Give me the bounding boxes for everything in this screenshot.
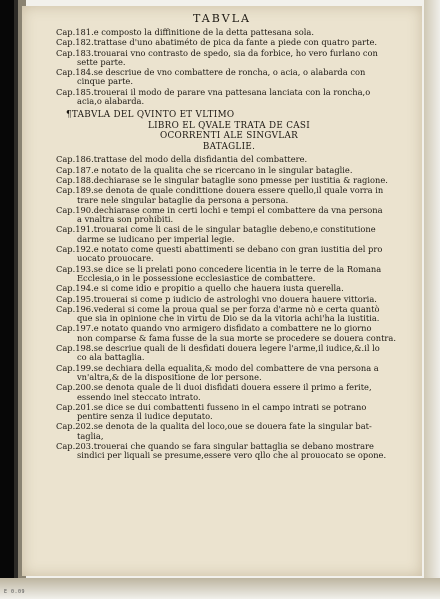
chapter-entry-continuation: uocato prouocare. — [77, 253, 154, 264]
chapter-entry — [56, 344, 402, 363]
chapter-entry — [56, 284, 402, 293]
chapter-entry-line: Cap.187.e notato de la qualita che se ricercano in le singular bataglie. — [56, 164, 353, 175]
chapter-entry-continuation: que sia in opinione che in virtu de Dio se da la vitoria achi'ha la iustitia. — [77, 313, 380, 324]
chapter-entry-line: Cap.196.vederai si come la proua qual se per forza d'arme nò e certa quantò — [56, 303, 380, 314]
chapter-entry-line: Cap.190.dechiarase come in certi lochi e tempi el combattere da vna persona — [56, 204, 383, 215]
chapter-entry-line: Cap.183.trouarai vno contrasto de spedo, sia da forbice, ho vero furlano con — [56, 47, 378, 58]
chapter-entry — [56, 166, 402, 175]
chapter-entry — [56, 295, 402, 304]
chapter-entry-line: Cap.188.dechiarase se le singular bataglie sono pmesse per iustitia & ragione. — [56, 174, 388, 185]
scan-sheet-label: E 0.09 — [4, 589, 26, 595]
chapter-entry-continuation: trare nele singular bataglie da persona a persona. — [77, 194, 289, 205]
chapter-entry-line: Cap.192.e notato come questi abattimenti se debano con gran iustitia del pro — [56, 244, 383, 255]
chapter-entry-continuation: taglia, — [77, 430, 104, 441]
chapter-entry-line: Cap.201.se dice se dui combattenti fusseno in el campo intrati se potrano — [56, 401, 367, 412]
chapter-entry — [56, 383, 402, 402]
chapter-entry-continuation: vn'altra,& de la dispositione de lor persone. — [77, 371, 262, 382]
running-head: TABVLA — [193, 12, 251, 25]
chapter-entry — [56, 206, 402, 225]
chapter-entry-line: Cap.181.e composto la diffinitione de la detta pattesana sola. — [56, 27, 314, 37]
page-bottom-margin — [0, 578, 440, 599]
chapter-entry-line: Cap.189.se denota de quale condittione douera essere quello,il quale vorra in — [56, 185, 384, 196]
chapter-entry — [56, 265, 402, 284]
chapter-entry-continuation: sette parte. — [77, 56, 126, 67]
chapter-entry — [56, 28, 402, 37]
chapter-entry-line: Cap.186.trattase del modo della disfidantia del combattere. — [56, 154, 308, 165]
chapter-entry-continuation: a vnaltra son prohibiti. — [77, 214, 174, 225]
chapter-entry — [56, 68, 402, 87]
chapter-entry-continuation: cinque parte. — [77, 76, 133, 87]
chapter-entry — [56, 38, 402, 47]
chapter-entry-continuation: Ecclesia,o in le possessione ecclesiastice de combattere. — [77, 272, 316, 283]
chapter-entry-continuation: darme se iudicano per imperial legie. — [77, 233, 235, 244]
chapter-entry — [56, 442, 402, 461]
section-heading — [56, 110, 402, 152]
chapter-entry-line: Cap.199.se dechiara della equalita,& modo del combattere de vna persona a — [56, 362, 379, 373]
chapter-entry — [56, 155, 402, 164]
chapter-entry — [56, 403, 402, 422]
page-text — [56, 28, 402, 462]
chapter-list-book-five — [56, 155, 402, 460]
chapter-entry-line: Cap.191.trouarai come li casi de le singular bataglie debeno,e constitutione — [56, 224, 376, 235]
chapter-entry — [56, 422, 402, 441]
chapter-entry — [56, 305, 402, 324]
chapter-entry-line: Cap.195.trouerai si come p iudicio de astrologhi vno douera hauere vittoria. — [56, 293, 377, 304]
chapter-entry-line: Cap.193.se dice se li prelati pono concedere licentia in le terre de la Romana — [56, 263, 382, 274]
section-heading-line: LIBRO EL QVALE TRATA DE CASI — [147, 120, 310, 131]
chapter-entry — [56, 225, 402, 244]
chapter-list-book-four — [56, 28, 402, 106]
page-right-margin — [424, 0, 440, 599]
chapter-entry-line: Cap.184.se descriue de vno combattere de roncha, o acia, o alabarda con — [56, 67, 366, 78]
chapter-entry-line: Cap.202.se denota de la qualita del loco,oue se douera fate la singular bat- — [56, 421, 372, 432]
chapter-entry-continuation: acia,o alabarda. — [77, 96, 145, 107]
chapter-entry-continuation: co ala battaglia. — [77, 352, 145, 363]
chapter-entry-line: Cap.200.se denota quale de li duoi disfidati douera essere il primo a ferite, — [56, 382, 372, 393]
section-heading-line: BATAGLIE. — [202, 141, 256, 152]
chapter-entry-continuation: essendo inel steccato intrato. — [77, 391, 201, 402]
chapter-entry-line: Cap.203.trouerai che quando se fara singular battaglia se debano mostrare — [56, 440, 374, 451]
chapter-entry-line: Cap.185.trouerai il modo de parare vna pattesana lanciata con la roncha,o — [56, 86, 371, 97]
chapter-entry — [56, 245, 402, 264]
chapter-entry — [56, 176, 402, 185]
book-page — [22, 6, 422, 576]
section-heading-line: ¶TABVLA DEL QVINTO ET VLTIMO — [66, 110, 235, 121]
chapter-entry — [56, 364, 402, 383]
chapter-entry-continuation: sindici per liquali se presume,essere vero qllo che al prouocato se opone. — [77, 450, 387, 461]
chapter-entry — [56, 49, 402, 68]
chapter-entry-continuation: pentire senza il iudice deputato. — [77, 411, 213, 422]
chapter-entry-line: Cap.197.e notato quando vno armigero disfidato a combattere ne lo giorno — [56, 323, 372, 334]
chapter-entry — [56, 324, 402, 343]
chapter-entry-line: Cap.194.e si come idio e propitio a quello che hauera iusta querella. — [56, 283, 344, 294]
chapter-entry — [56, 88, 402, 107]
chapter-entry-line: Cap.182.trattase d'uno abatiméto de pica da fante a piede con quatro parte. — [56, 37, 378, 48]
chapter-entry-line: Cap.198.se descriue quali de li desfidati douera legere l'arme,il iudice,&.il lo — [56, 343, 380, 354]
chapter-entry — [56, 186, 402, 205]
section-heading-line: OCORRENTI ALE SINGVLAR — [159, 131, 299, 142]
chapter-entry-continuation: non comparse & fama fusse de la sua morte se procedere se douera contra. — [77, 332, 396, 343]
